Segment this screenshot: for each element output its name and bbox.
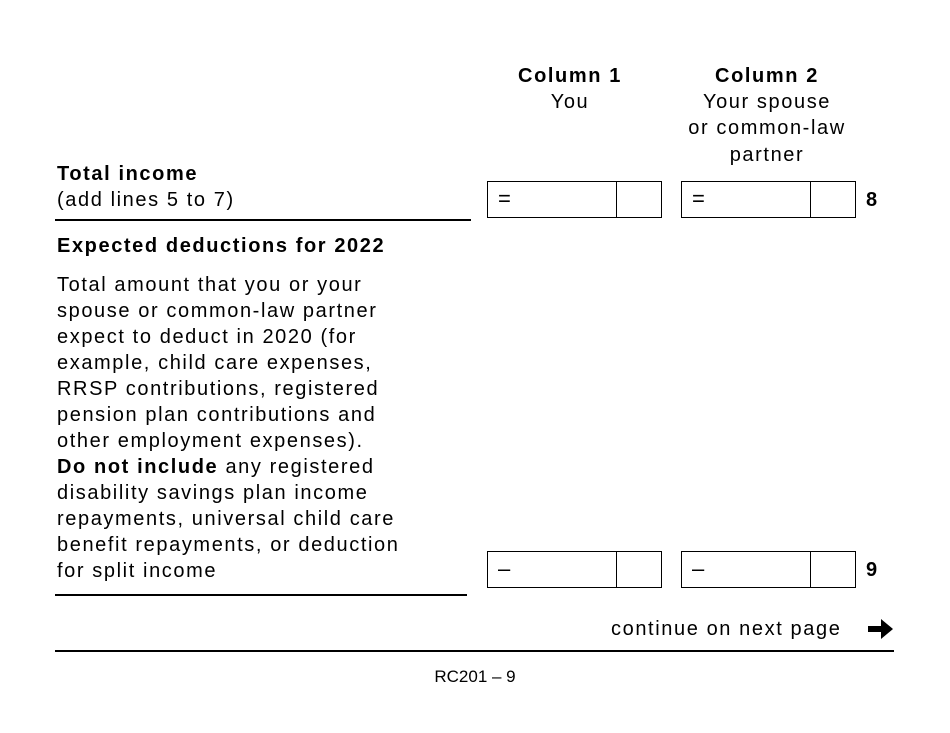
desc-line: Total amount that you or your [57,274,363,296]
equals-sign: = [488,182,617,217]
desc-line: example, child care expenses, [57,352,373,374]
total-income-desc: (add lines 5 to 7) [57,189,235,211]
line-8-column-2-field[interactable] [681,181,856,218]
divider [55,219,471,221]
column-2-subtitle: or common-law [688,117,846,139]
desc-text: any registered [218,456,375,478]
column-2-subtitle: Your spouse [702,91,832,113]
line-9-column-2-field[interactable] [681,551,856,588]
desc-line: pension plan contributions and [57,404,377,426]
column-2-subtitle: partner [729,144,805,166]
arrow-right-icon [868,617,894,641]
line-9-column-1-field[interactable] [487,551,662,588]
desc-line: disability savings plan income [57,482,369,504]
line-number-8: 8 [866,189,878,211]
desc-line: for split income [57,560,218,582]
column-1-title: Column 1 [518,65,622,87]
column-1-subtitle: You [550,91,590,113]
desc-line: benefit repayments, or deduction [57,534,400,556]
minus-sign: – [488,552,617,587]
desc-line: RRSP contributions, registered [57,378,380,400]
line-8-column-1-field[interactable] [487,181,662,218]
desc-line: expect to deduct in 2020 (for [57,326,357,348]
section-heading: Expected deductions for 2022 [57,235,386,257]
equals-sign: = [682,182,811,217]
divider [55,594,467,596]
do-not-include: Do not include [57,456,219,478]
footer-divider [55,650,894,652]
column-2-title: Column 2 [715,65,819,87]
desc-line: other employment expenses). [57,430,364,452]
line-number-9: 9 [866,559,878,581]
desc-line: spouse or common-law partner [57,300,378,322]
desc-line [57,454,400,480]
minus-sign: – [682,552,811,587]
continue-text: continue on next page [611,618,842,640]
line-9-description [57,272,400,584]
total-income-title: Total income [57,163,199,185]
desc-line: repayments, universal child care [57,508,395,530]
page-number: RC201 – 9 [434,667,516,686]
